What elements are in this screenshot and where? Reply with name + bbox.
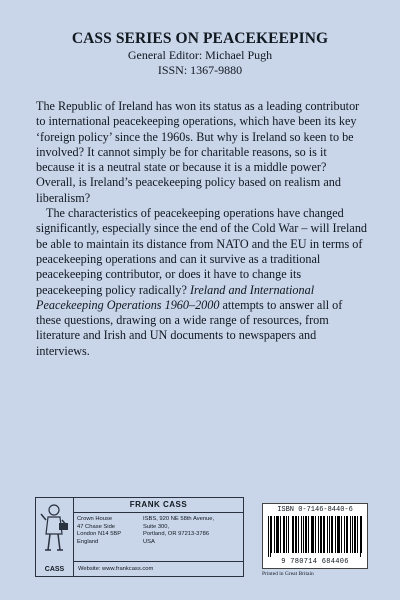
blurb-p2-start: The characteristics of peacekeeping operations have changed significantly, especially since the end of the Cold War – will Ireland be able to maintain its distance from NATO and the EU in terms of peacekeeping operations and can it survive as a traditional peacekeeping contributor, or does it have to change its peacekeeping policy radically? xyxy=(36,206,368,297)
barcode xyxy=(268,516,362,557)
printed-in: Printed in Great Britain xyxy=(262,571,314,577)
isbn-label: ISBN 0-7146-8440-6 xyxy=(277,506,353,514)
barcode-bar xyxy=(331,516,332,553)
barcode-bar xyxy=(339,516,340,553)
barcode-bar xyxy=(280,516,281,553)
barcode-bar xyxy=(306,516,307,553)
barcode-bar xyxy=(286,516,287,553)
barcode-digits: 9 780714 684406 xyxy=(281,558,349,566)
barcode-bar xyxy=(288,516,289,553)
blurb-paragraph-1: The Republic of Ireland has won its status as a leading contributor to international peacekeeping operations, which have been its key ‘foreign policy’ since the 1960s. But why is Ireland so keen to be involved? It cannot simply be for charitable reasons, so is it because it is a neutral state or because it is a middle power? Overall, is Ireland’s peacekeeping policy based on realism and liberalism? xyxy=(36,99,360,205)
barcode-bar xyxy=(321,516,322,553)
us-address xyxy=(143,516,214,546)
barcode-bar xyxy=(352,516,353,553)
barcode-bar xyxy=(293,516,294,553)
barcode-bar xyxy=(270,516,271,557)
series-header xyxy=(0,30,400,78)
barcode-bar xyxy=(276,516,277,553)
barcode-bar xyxy=(312,516,313,553)
barcode-bar xyxy=(315,516,316,553)
us-address-line: Portland, OR 97213-3786 xyxy=(143,531,210,538)
barcode-bar xyxy=(350,516,351,553)
barcode-bar xyxy=(278,516,279,553)
blurb-p2-end: attempts to answer all of these questions, drawing on a wide range of resources, from literature and Irish and UN documents to newspapers and interviews. xyxy=(36,297,343,358)
barcode-bar xyxy=(324,516,325,553)
barcode-bar xyxy=(295,516,296,553)
issn: ISSN: 1367-9880 xyxy=(157,63,243,77)
barcode-bar xyxy=(308,516,309,553)
barcode-bar xyxy=(274,516,275,553)
back-cover-blurb xyxy=(36,99,368,359)
uk-address-line: 47 Chase Side xyxy=(77,523,116,530)
barcode-bar xyxy=(357,516,358,553)
barcode-bar xyxy=(303,516,304,553)
barcode-bar xyxy=(318,516,319,553)
barcode-bar xyxy=(341,516,342,553)
publisher-name: FRANK CASS xyxy=(74,498,243,513)
barcode-bar xyxy=(301,516,302,553)
barcode-bar xyxy=(360,516,361,557)
barcode-bar xyxy=(320,516,321,553)
barcode-bar xyxy=(344,516,345,553)
barcode-bar xyxy=(292,516,293,553)
barcode-bar xyxy=(296,516,297,553)
barcode-bar xyxy=(268,516,269,557)
barcode-bar xyxy=(335,516,336,553)
barcode-bar xyxy=(323,516,324,553)
barcode-bar xyxy=(313,516,314,553)
publisher-logo xyxy=(36,498,74,576)
uk-address xyxy=(77,516,121,546)
barcode-bar xyxy=(298,516,299,553)
isbn-barcode-box xyxy=(262,503,368,569)
series-title: CASS SERIES ON PEACEKEEPING xyxy=(71,30,329,47)
us-address-line: Suite 300, xyxy=(143,523,170,530)
barcode-bar xyxy=(337,516,338,553)
barcode-bar xyxy=(346,516,347,553)
us-address-line: ISBS, 920 NE 58th Avenue, xyxy=(143,516,215,522)
barcode-bar xyxy=(338,516,339,553)
uk-address-line: England xyxy=(77,538,99,545)
barcode-bar xyxy=(305,516,306,553)
barcode-bar xyxy=(283,516,284,553)
barcode-bar xyxy=(332,516,333,553)
barcode-bar xyxy=(347,516,348,553)
uk-address-line: Crown House xyxy=(77,516,113,522)
barcode-bar xyxy=(271,516,272,553)
uk-address-line: London N14 5BP xyxy=(77,531,122,538)
us-address-line: USA xyxy=(143,538,155,545)
barcode-bar xyxy=(327,516,328,553)
barcode-bar xyxy=(361,516,362,553)
publisher-box xyxy=(35,497,244,577)
barcode-bar xyxy=(355,516,356,553)
barcode-bar xyxy=(284,516,285,553)
barcode-bar xyxy=(329,516,330,553)
logo-text: CASS xyxy=(44,566,65,573)
publisher-website: Website: www.frankcass.com xyxy=(74,561,243,576)
book-title: Ireland and International Peacekeeping Operations 1960–2000 xyxy=(36,282,315,312)
barcode-bar xyxy=(311,516,312,553)
general-editor: General Editor: Michael Pugh xyxy=(127,48,273,62)
figure-with-book-icon xyxy=(39,502,70,554)
barcode-bar xyxy=(354,516,355,553)
blurb-paragraph-2 xyxy=(36,206,368,359)
barcode-bar xyxy=(277,516,278,553)
